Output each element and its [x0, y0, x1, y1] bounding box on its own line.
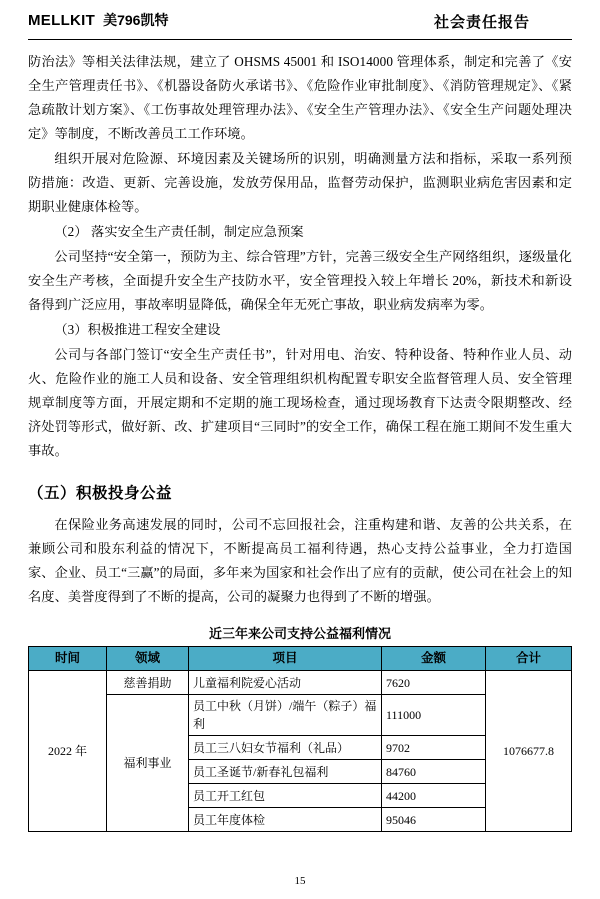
table-caption: 近三年来公司支持公益福利情况 [208, 626, 391, 642]
column-header-item: 项目 [189, 647, 382, 671]
cell-amount: 111000 [382, 695, 486, 736]
subsection-heading-3: （3）积极推进工程安全建设 [54, 322, 221, 338]
cell-time: 2022 年 [29, 671, 107, 832]
body-content [28, 50, 572, 609]
header-divider [28, 39, 572, 40]
cell-item: 员工中秋（月饼）/端午（粽子）福利 [189, 695, 382, 736]
cell-item: 儿童福利院爱心活动 [189, 671, 382, 695]
cell-amount: 95046 [382, 808, 486, 832]
cell-field-welfare: 福利事业 [107, 695, 189, 832]
page-header [28, 10, 572, 36]
cell-field-charity: 慈善捐助 [107, 671, 189, 695]
cell-item: 员工开工红包 [189, 784, 382, 808]
table-row [29, 671, 572, 695]
company-logo-text: MELLKIT [28, 12, 96, 29]
column-header-field: 领域 [107, 647, 189, 671]
page-number: 15 [294, 875, 306, 887]
cell-amount: 9702 [382, 736, 486, 760]
table-header-row [29, 647, 572, 671]
paragraph-continuation: 防治法》等相关法律法规，建立了 OHSMS 45001 和 ISO14000 管理体系，制定和完善了《安全生产管理责任书》、《机器设备防火承诺书》、《危险作业审批制度》、《消防管理规定》、《紧急疏散计划方案》、《工伤事故处理管理办法》、《安全生产管理办法》、《安全生产问题处理决定》等制度，不断改善员工工作环境。 [28, 54, 572, 142]
company-name-cn: 美796凯特 [103, 12, 169, 28]
cell-amount: 44200 [382, 784, 486, 808]
paragraph-engineering-safety: 公司与各部门签订“安全生产责任书”，针对用电、治安、特种设备、特种作业人员、动火、危险作业的施工人员和设备、安全管理组织机构配置专职安全监督管理人员、安全管理规章制度等方面，开展定期和不定期的施工现场检查，通过现场教育下达责令限期整改、经济处罚等形式，做好新、改、扩建项目“三同时”的安全工作，确保工程在施工期间不发生重大事故。 [28, 347, 572, 459]
column-header-total: 合计 [486, 647, 572, 671]
paragraph-public-welfare: 在保险业务高速发展的同时，公司不忘回报社会，注重构建和谐、友善的公共关系，在兼顾公司和股东利益的情况下，不断提高员工福利待遇，热心支持公益事业，全力打造国家、企业、员工“三赢”的局面，多年来为国家和社会作出了应有的贡献，使公司在社会上的知名度、美誉度得到了不断的提高，公司的凝聚力也得到了不断的增强。 [28, 517, 572, 605]
cell-total: 1076677.8 [486, 671, 572, 832]
cell-amount: 84760 [382, 760, 486, 784]
cell-item: 员工年度体检 [189, 808, 382, 832]
cell-item: 员工圣诞节/新春礼包福利 [189, 760, 382, 784]
cell-amount: 7620 [382, 671, 486, 695]
subsection-heading-2: （2） 落实安全生产责任制，制定应急预案 [54, 224, 304, 240]
cell-item: 员工三八妇女节福利（礼品） [189, 736, 382, 760]
column-header-amount: 金额 [382, 647, 486, 671]
document-header-title: 社会责任报告 [434, 15, 531, 31]
public-welfare-table [28, 646, 572, 832]
section-title-public-welfare: （五）积极投身公益 [28, 485, 173, 503]
column-header-time: 时间 [29, 647, 107, 671]
paragraph-safety-policy: 公司坚持“安全第一，预防为主、综合管理”方针，完善三级安全生产网络组织，逐级量化安全生产考核，全面提升安全生产技防水平，安全管理投入较上年增长 20%，新技术和新设备得到广泛应用，事故率明显降低，确保全年无死亡事故，职业病发病率为零。 [28, 249, 572, 313]
paragraph-risk-identification: 组织开展对危险源、环境因素及关键场所的识别，明确测量方法和指标，采取一系列预防措施：改造、更新、完善设施，发放劳保用品，监督劳动保护，监测职业病危害因素和定期职业健康体检等。 [28, 151, 572, 215]
